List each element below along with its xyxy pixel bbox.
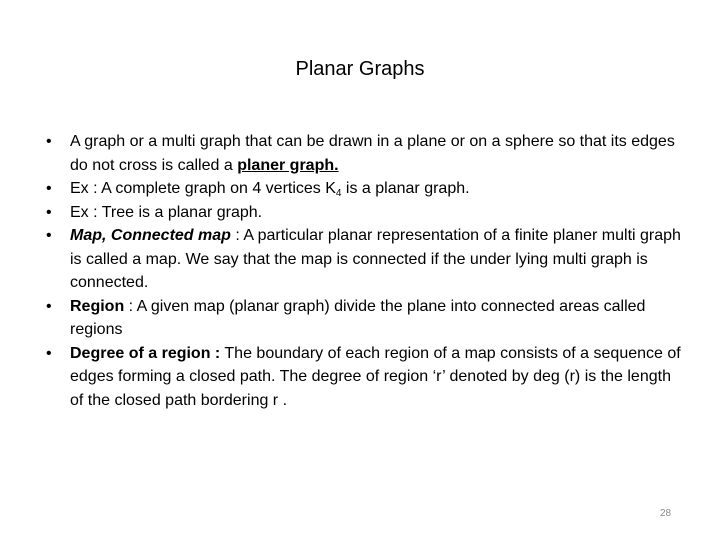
bullet-marker: • <box>46 297 52 315</box>
term-degree-of-region: Degree of a region : <box>70 344 221 362</box>
list-item <box>46 295 686 342</box>
list-item <box>46 201 686 225</box>
term-planer-graph: planer graph. <box>237 156 339 174</box>
page-number: 28 <box>660 508 672 519</box>
term-region: Region <box>70 297 125 315</box>
bullet-marker: • <box>46 203 52 221</box>
term-map: Map, Connected map <box>70 227 231 244</box>
bullet-marker: • <box>46 133 52 150</box>
bullet-text: The boundary of each region of a map consists of a sequence of edges forming a closed path. The degree of region ‘r’ denoted by deg (r) is the length of the closed path bordering r . <box>70 344 681 409</box>
list-item <box>46 224 686 295</box>
subscript: 4 <box>335 188 342 199</box>
bullet-list <box>46 130 686 412</box>
bullet-marker: • <box>46 227 52 244</box>
bullet-text-after: is a planar graph. <box>341 180 470 197</box>
bullet-text: : A given map (planar graph) divide the plane into connected areas called regions <box>70 297 646 338</box>
bullet-text: : A particular planar representation of a finite planer multi graph is called a map. We say that the map is connected if the under lying multi graph is connected. <box>70 227 681 291</box>
bullet-text: Ex : Tree is a planar graph. <box>70 203 263 221</box>
list-item <box>46 177 686 201</box>
slide-title: Planar Graphs <box>295 58 425 80</box>
bullet-marker: • <box>46 180 52 197</box>
bullet-text: A graph or a multi graph that can be drawn in a plane or on a sphere so that its edges do not cross is called a <box>70 133 675 174</box>
bullet-marker: • <box>46 344 52 362</box>
list-item <box>46 342 686 413</box>
list-item <box>46 130 686 177</box>
bullet-text: Ex : A complete graph on 4 vertices K <box>70 180 336 197</box>
